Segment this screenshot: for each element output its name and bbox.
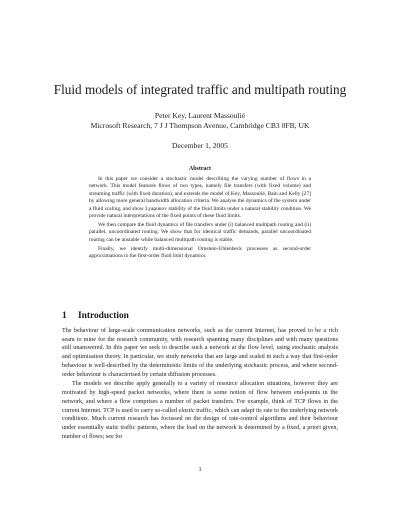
body-paragraph: The behaviour of large-scale communication networks, such as the current Internet, has proved to be a rich seam to mine for the research community, with research spanning many disciplines and with many questions still unanswered. In this paper we seek to describe such a network at the flow level, using stochastic analysis and optimisation theory. In particular, we study networks that are large and scaled in such a way that first-order behaviour is well-described by the deterministic limits of the underlying stochastic process, and where second-order behaviour is characterised by certain diffusion processes. — [62, 328, 338, 378]
abstract-paragraph: In this paper we consider a stochastic model describing the varying number of flows in a network. This model features flows of two types, namely file transfers (with fixed volume) and streaming traffic (with fixed duration), and extends the model of Key, Massoulié, Bain and Kelly [27] by allowing more general bandwidth allocation criteria. We analyse the dynamics of the system under a fluid scaling, and show Lyapunov stability of the fluid limits under a natural stability condition. We provide natural interpretations of the fixed points of these fluid limits. — [89, 176, 311, 220]
author-affiliation: Microsoft Research, 7 J J Thompson Avenue, Cambridge CB3 0FB, UK — [90, 120, 310, 130]
page-number: 1 — [198, 466, 202, 473]
abstract-paragraph: Finally, we identify multi-dimensional Ornstein-Uhlenbeck processes as second-order approximations to the first-order fluid limit dynamics. — [89, 245, 311, 260]
author-block — [0, 111, 400, 130]
abstract-body — [89, 176, 311, 262]
author-names: Peter Key, Laurent Massoulié — [154, 111, 246, 120]
section-number: 1 — [62, 311, 67, 321]
body-paragraph — [62, 380, 338, 441]
paper-date: December 1, 2005 — [172, 141, 228, 150]
emphasized-term: elastic — [178, 407, 195, 414]
paper-title: Fluid models of integrated traffic and multipath routing — [53, 82, 347, 97]
body-text-run: The models we describe apply generally to a variety of resource allocation situations, however they are motivated by high-speed packet networks, where there is some notion of flow between end-points in the network, and where a flow comprises a number of packet transfers. For example, think of TCP flows in the current Internet. TCP is used to carry so-called — [62, 381, 338, 414]
section-body — [62, 327, 338, 443]
body-text-run: traffic, which can adapt its rate to the underlying network conditions. Much current research has focussed on the design of rate-control algorithms and their behaviour under essentially static traffic patterns, where the load on the network is determined by a fixed, a priori given, number of flows; see for — [62, 407, 338, 440]
abstract-heading: Abstract — [189, 166, 211, 172]
section-title: Introduction — [78, 311, 129, 321]
section-heading — [62, 310, 338, 322]
abstract-paragraph: We then compare the fluid dynamics of file transfers under (i) balanced multipath routing and (ii) parallel, uncoordinated routing. We show that for identical traffic demands, parallel uncoordinated routing can be unstable while balanced multipath routing is stable. — [89, 222, 311, 243]
